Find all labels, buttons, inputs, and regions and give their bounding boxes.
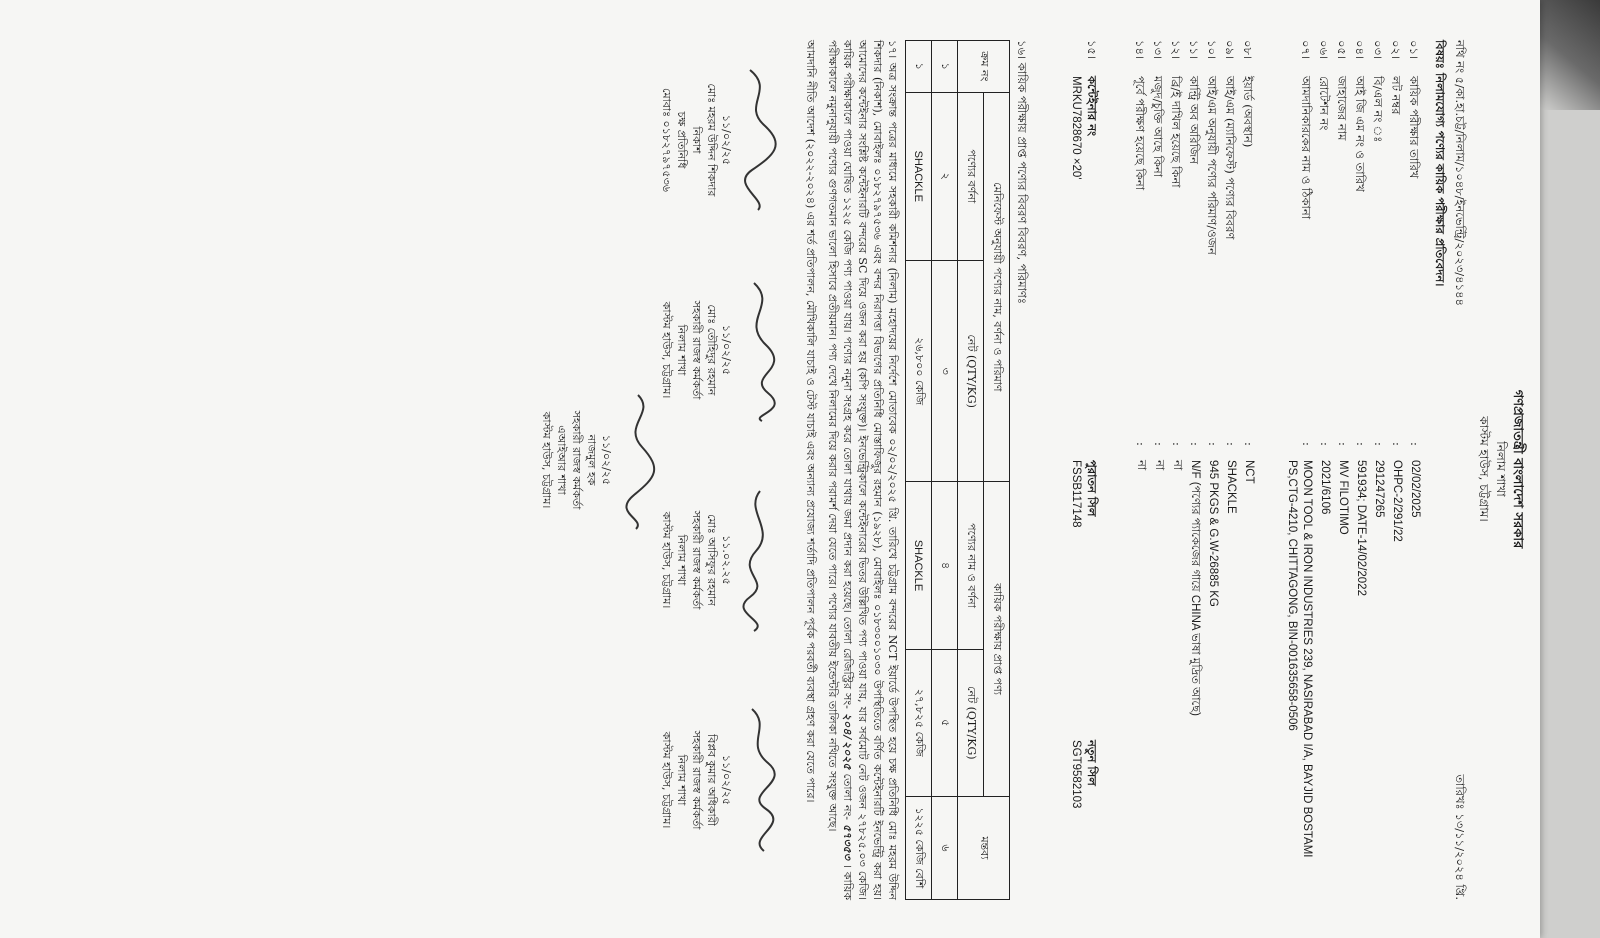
- paragraph-17-text: ১৭। অত্র সংক্রান্ত পত্রের মাধ্যমে সহকারী কমিশনার (নিলাম) মহোদয়ের নির্দেশে মোতাবেক ০২/০২/২০২৫ খ্রি. তারিখে চট্টগ্রাম বন্দরের NCT ইয়ার্ডে উপস্থিত হয়ে চক্ষ প্রতিনিধি মোঃ মহরম উদ্দিন শিকদার (নিকাশ), মোবাইলঃ ০১৮২৭৯৭৫৩৬ এবং বন্দর নিরাপত্তা বিভাগের প্রতিনিধি মোস্তাফিজুর রহমান (১৯২৮), মোবাইলঃ ০১৮৩০০১০৩০ উপস্থিতিতে বর্ণিত কন্টেইনারটি ইনভেন্ট্রি করা হয়। আমোদের কন্টেইনার সংশ্লিষ্ট কন্টেইনারটি বন্দরের SC দিয়ে ওজন করা হয় (কপি সংযুক্ত)। ইনভেন্ট্রিকালে কন্টেইনারের ভিতর উল্লিখিত পণ্য পাওয়া যায়, যার সর্বমোট নেট ওজন ২৭৮২৫.০৩ কেজি। কায়িক পরীক্ষাকালে পাওয়া ঘোষিত ১২২৫ কেজি পণ্য পাওয়া যায়। পণ্যের নমুনা সংগ্রহ করে তোলা যাথায় জমা প্রদান করা হয়েছে। তোলা রেজিস্ট্রির সং-: [841, 40, 899, 900]
- field-colon: :: [1354, 442, 1368, 446]
- field-number: ০৯।: [1223, 40, 1237, 60]
- field-colon: :: [1170, 442, 1184, 446]
- handwritten-signature: [738, 65, 780, 215]
- colnum-cell: ৬: [932, 796, 958, 899]
- new-seal-label: নতুন সিল: [1085, 740, 1099, 786]
- government-title: গণপ্রজাতন্ত্রী বাংলাদেশ সরকার: [1510, 389, 1525, 549]
- marks-number: ১৫।: [1085, 40, 1099, 60]
- field-label: আমদানিকারকের নাম ও ঠিকানা: [1299, 76, 1313, 220]
- field-label: আই জি এম নং ও তারিখ: [1353, 76, 1367, 192]
- field-number: ০২।: [1389, 40, 1403, 60]
- field-label: লট নম্বর: [1389, 76, 1403, 115]
- row-remarks: ১২২৫ কেজি বেশি: [906, 796, 932, 899]
- field-value: 291247265: [1373, 460, 1385, 518]
- signature-org: নিলাম শাখা: [675, 754, 688, 806]
- row-description: SHACKLE: [906, 92, 932, 261]
- field-value: SHACKLE: [1225, 460, 1237, 514]
- field-colon: :: [1390, 442, 1404, 446]
- field-value: MV FILOTIMO: [1337, 460, 1349, 535]
- field-number: ০৩।: [1371, 40, 1385, 60]
- field-colon: :: [1152, 442, 1166, 446]
- row-found-name: SHACKLE: [906, 482, 932, 649]
- handwritten-signature: [738, 485, 780, 635]
- signature-date: ১১/০২/২৫: [720, 114, 733, 166]
- signature-name: মোঃ তৌহিদুর রহমান: [705, 304, 718, 396]
- signature-org: নিলাম শাখা: [675, 534, 688, 586]
- colnum-cell: ২: [932, 92, 958, 261]
- field-number: ০৮।: [1241, 40, 1255, 60]
- table-colnum-row: [932, 41, 958, 900]
- row-serial: ১: [906, 41, 932, 93]
- reference-date: তারিখঃ ১৩/১১/২০২৪ খ্রি.: [1453, 774, 1467, 900]
- document-header: [1475, 0, 1526, 938]
- col-found-qty: নেট (QTY/KG): [958, 649, 984, 796]
- signature-place: কাস্টম হাউস, চট্টগ্রাম।: [660, 511, 673, 609]
- signature-place: মোবাঃ ০১৮২৭৯৭৫৩৬: [660, 88, 673, 192]
- signature-place: কাস্টম হাউস, চট্টগ্রাম।: [660, 301, 673, 399]
- signature-org: চক্ষ প্রতিনিধি: [675, 111, 688, 169]
- section-name: নিলাম শাখা: [1494, 441, 1508, 497]
- field-label: কায়িক পরীক্ষার তারিখ: [1407, 76, 1421, 179]
- container-label: কন্টেইনার নং: [1085, 76, 1099, 137]
- field-label: রোটেশন নং: [1317, 76, 1331, 131]
- colnum-cell: ৫: [932, 649, 958, 796]
- field-colon: :: [1224, 442, 1238, 446]
- field-label: আই/এম (ম্যানিফেস্ট) পণ্যের বিবরণ: [1223, 76, 1237, 240]
- field-colon: :: [1336, 442, 1350, 446]
- field-number: ১৩।: [1151, 40, 1165, 60]
- signature-date: ১১/০২/২৫: [720, 324, 733, 376]
- handwritten-signature: [738, 275, 780, 425]
- field-value: N/F (পণ্যের প্যাকেজের গায়ে CHINA ভাষা মুদ্রিত আছে): [1189, 460, 1201, 716]
- field-value: 945 PKGS & G.W-26885 KG: [1207, 460, 1219, 607]
- colnum-cell: ৩: [932, 261, 958, 482]
- paragraph-18: আমদানি নীতি আদেশ (২০২২-২০২৪) এর শর্ত প্রতিপালন, মৌখিকালি যাচাই ও টেস্ট যাচাই এবং অন্যান্য প্রযোজ্য শর্তাদি প্রতিপালন পূর্বক পরবর্তী ব্যবস্থা গ্রহণ করা যেতে পারে।: [804, 40, 817, 803]
- field-label: বি/এল নং ঃ: [1371, 76, 1385, 143]
- signature-org: নিলাম শাখা: [675, 324, 688, 376]
- table-header-row: [984, 41, 1010, 900]
- field-number: ০৫।: [1335, 40, 1349, 60]
- signature-name: মোঃ আসিফুর রহমান: [705, 514, 718, 606]
- signature-name: নাজমুল হক: [585, 434, 598, 486]
- field-label: কান্ট্রি অব অরিজিন: [1187, 76, 1201, 165]
- signature-title: সহকারী রাজস্ব কর্মকর্তা: [690, 730, 703, 830]
- field-value: NCT: [1243, 460, 1255, 484]
- col-found-name: পণ্যের নাম ও বর্ণনা: [958, 482, 984, 649]
- signature-org: এআইআর শাখা: [555, 425, 568, 495]
- signature-name: বিপ্লব কুমার অধিকারী: [705, 734, 718, 826]
- field-value: না: [1171, 460, 1183, 471]
- paragraph-17-mid: তোলা নং-: [841, 773, 854, 820]
- field-number: ০১।: [1407, 40, 1421, 60]
- field-number: ০৬।: [1317, 40, 1331, 60]
- signature-date: ১১/০২/২৫: [720, 754, 733, 806]
- field-colon: :: [1300, 442, 1314, 446]
- field-number: ১০।: [1205, 40, 1219, 60]
- office-place: কাস্টম হাউস, চট্টগ্রাম।: [1477, 416, 1491, 522]
- signature-title: নিকাশ: [690, 126, 703, 154]
- field-value: না: [1135, 460, 1147, 471]
- field-number: ১১।: [1187, 40, 1201, 60]
- field-value: OHPC-2/291/22: [1391, 460, 1403, 542]
- container-number: MRKU7828670 ×20': [1070, 76, 1082, 180]
- old-seal-number: FSSB117148: [1070, 460, 1082, 528]
- handwritten-lot-number: ৫৭৩৫৩: [841, 824, 854, 860]
- reference-line: [1449, 40, 1468, 900]
- field-label: আই/এম অনুযায়ী পণ্যের পরিমাণ/ওজন: [1205, 76, 1219, 255]
- handwritten-signature: [738, 705, 780, 855]
- signature-place: কাস্টম হাউস, চট্টগ্রাম।: [660, 731, 673, 829]
- signature-title: সহকারী রাজস্ব কর্মকর্তা: [690, 300, 703, 400]
- signature-name: মোঃ মহরম উদ্দিন শিকদার: [705, 83, 718, 197]
- paragraph-17-end: । কায়িক পরীক্ষাকালে নমুনানুযায়ী পণ্যের গুণগতমান ভালো হিসাবে প্রতীয়মান। পণ্য দেখে নিলামের দিয়ে করার পরামর্শ দেয়া যেতে পারে। পণ্যের যাবতীয় ইন্ডেন্টরি তালিকা নথিতে সংযুক্ত আছে।: [826, 40, 854, 901]
- row-found-qty: ২৭,৮২৫ কেজি: [906, 649, 932, 796]
- handwritten-register-number: ২০৪/২০২৫: [841, 712, 854, 770]
- paragraph-17: [825, 40, 900, 900]
- field-value: 591934; DATE-14/02/2022: [1355, 460, 1367, 596]
- signature-block: [659, 680, 780, 880]
- field-value: 2021/6106: [1319, 460, 1331, 515]
- signature-date: ১১.০২.২৫: [720, 535, 733, 585]
- field-label: পূর্বে পরীক্ষণ হয়েছে কিনা: [1133, 76, 1147, 191]
- field-value: 02/02/2025: [1409, 460, 1421, 518]
- col-description: পণ্যের বর্ণনা: [958, 92, 984, 261]
- field-colon: :: [1134, 442, 1148, 446]
- colnum-cell: ১: [932, 41, 958, 93]
- field-number: ১৪।: [1133, 40, 1147, 60]
- field-colon: :: [1372, 442, 1386, 446]
- signature-block: [539, 360, 660, 560]
- field-label: ইয়ার্ড (অবস্থান): [1241, 76, 1255, 148]
- col-manifest-group: মেনিফেস্ট অনুযায়ী পণ্যের নাম, বর্ণনা ও পরিমাণ: [984, 92, 1010, 482]
- table-row: [906, 41, 932, 900]
- signature-date: ১১/০২/২৫: [600, 434, 613, 486]
- col-remarks: মন্তব্য: [958, 796, 1010, 899]
- field-number: ০৭।: [1299, 40, 1313, 60]
- field-label: ব্রি/ই দাখিল হয়েছে কিনা: [1169, 76, 1183, 188]
- signature-place: কাস্টম হাউস, চট্টগ্রাম।: [540, 411, 553, 509]
- col-found-group: কায়িক পরীক্ষায় প্রাপ্ত পণ্য: [984, 482, 1010, 797]
- colnum-cell: ৪: [932, 482, 958, 649]
- goods-section-title: ১৬। কায়িক পরীক্ষায় প্রাপ্ত পণ্যের বিবরণ বিবরণ, পরিমাণঃ: [1015, 40, 1029, 305]
- subject-line: বিষয়ঃ নিলামযোগ্য পণ্যের কায়িক পরীক্ষার প্রতিবেদন।: [1433, 40, 1447, 287]
- field-colon: :: [1242, 442, 1256, 446]
- field-label: জাহাজের নাম: [1335, 76, 1349, 141]
- table-subheader-row: [958, 41, 984, 900]
- reference-number: নথি নং ৫/কা.হা.চট্ট/নিলাম/১০৪৮/ইনভেন্ট্রি/২০২৩/৪১৪৪: [1453, 40, 1467, 307]
- goods-table: [905, 40, 1010, 900]
- col-serial: ক্রম নং: [958, 41, 1010, 93]
- field-colon: :: [1408, 442, 1422, 446]
- handwritten-signature: [618, 385, 660, 535]
- signature-block: [659, 250, 780, 450]
- field-colon: :: [1206, 442, 1220, 446]
- old-seal-label: পুরাতন সিল: [1085, 460, 1099, 517]
- field-number: ০৪।: [1353, 40, 1367, 60]
- row-declared-qty: ২৬,৮০০ কেজি: [906, 261, 932, 482]
- field-number: ১২।: [1169, 40, 1183, 60]
- col-net-qty: নেট (QTY/KG): [958, 261, 984, 482]
- field-value: MOON TOOL & IRON INDUSTRIES 239, NASIRABAD I/A, BAYJID BOSTAMI PS,CTG-4210, CHITTAGONG, BIN-001635658-0506: [1286, 460, 1313, 858]
- signature-title: সহকারী রাজস্ব কর্মকর্তা: [570, 410, 583, 510]
- signature-title: সহকারী রাজস্ব কর্মকর্তা: [690, 510, 703, 610]
- field-colon: :: [1318, 442, 1332, 446]
- field-label: মজুদ/চুক্তি আছে কিনা: [1151, 76, 1165, 178]
- new-seal-number: SGT9582103: [1070, 740, 1082, 809]
- signature-block: [659, 460, 780, 660]
- field-colon: :: [1188, 442, 1202, 446]
- signature-block: [659, 40, 780, 240]
- field-value: না: [1153, 460, 1165, 471]
